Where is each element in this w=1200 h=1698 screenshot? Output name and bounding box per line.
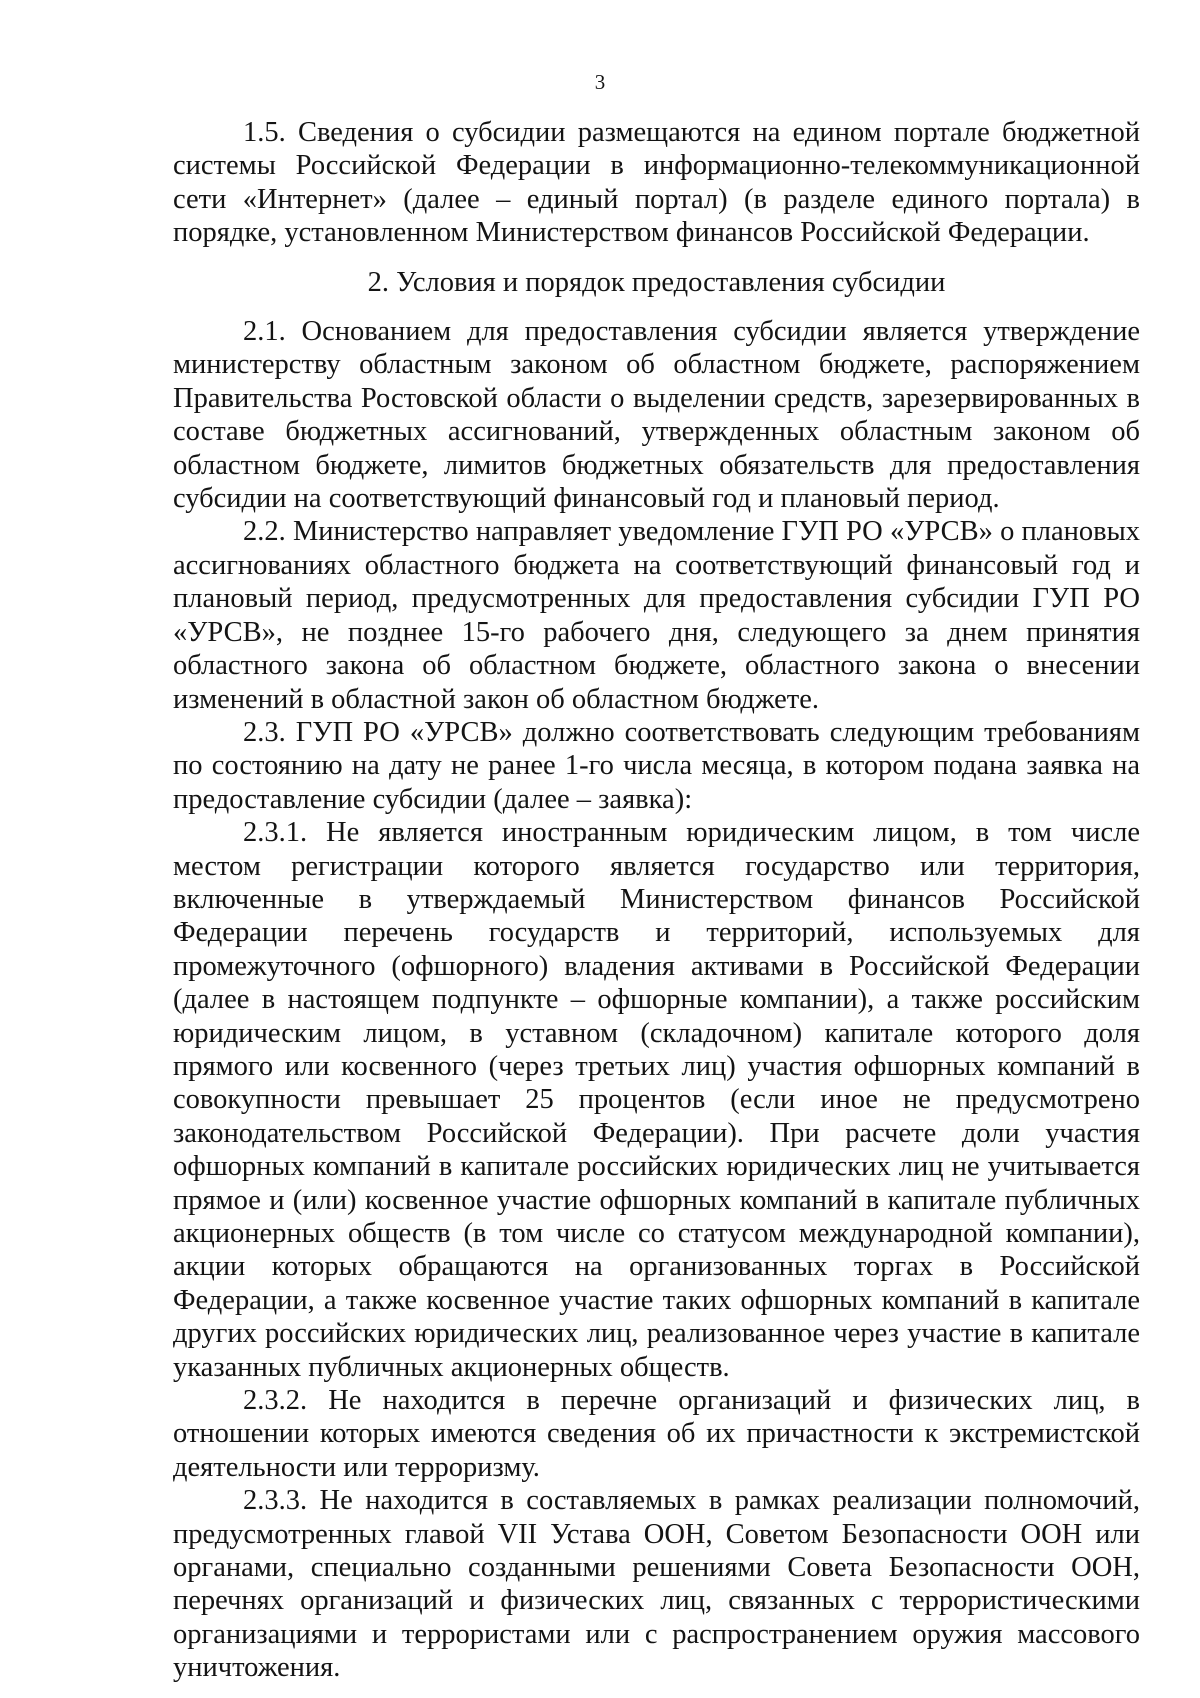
- paragraph-2-3-3: 2.3.3. Не находится в составляемых в рамках реализации полномочий, предусмотренных главой VII Устава ООН, Советом Безопасности ООН или органами, специально созданными решениями Совета Безопасности ООН, перечнях организаций и физических лиц, связанных с террористическими организациями и террористами или с распространением оружия массового уничтожения.: [173, 1485, 1140, 1684]
- document-body: [173, 116, 1140, 1685]
- paragraph-2-3-2: 2.3.2. Не находится в перечне организаций и физических лиц, в отношении которых имеются сведения об их причастности к экстремистской деятельности или терроризму.: [173, 1385, 1140, 1483]
- paragraph-2-2: 2.2. Министерство направляет уведомление ГУП РО «УРСВ» о плановых ассигнованиях областного бюджета на соответствующий финансовый год и плановый период, предусмотренных для предоставления субсидии ГУП РО «УРСВ», не позднее 15-го рабочего дня, следующего за днем принятия областного закона об областном бюджете, областного закона о внесении изменений в областной закон об областном бюджете.: [173, 516, 1140, 715]
- page-number: 3: [594, 70, 606, 94]
- section-heading: 2. Условия и порядок предоставления субсидии: [367, 266, 946, 298]
- paragraph-2-3: 2.3. ГУП РО «УРСВ» должно соответствовать следующим требованиям по состоянию на дату не ранее 1-го числа месяца, в котором подана заявка на предоставление субсидии (далее – заявка):: [173, 716, 1140, 815]
- paragraph-1-5: 1.5. Сведения о субсидии размещаются на едином портале бюджетной системы Российской Федерации в информационно-телекоммуникационной сети «Интернет» (далее – единый портал) (в разделе единого портала) в порядке, установленном Министерством финансов Российской Федерации.: [173, 117, 1140, 249]
- paragraph-2-3-1: 2.3.1. Не является иностранным юридическим лицом, в том числе местом регистрации которого является государство или территория, включенные в утверждаемый Министерством финансов Российской Федерации перечень государств и территорий, используемых для промежуточного (офшорного) владения активами в Российской Федерации (далее в настоящем подпункте – офшорные компании), а также российским юридическим лицом, в уставном (складочном) капитале которого доля прямого или косвенного (через третьих лиц) участия офшорных компаний в совокупности превышает 25 процентов (если иное не предусмотрено законодательством Российской Федерации). При расчете доли участия офшорных компаний в капитале российских юридических лиц не учитывается прямое и (или) косвенное участие офшорных компаний в капитале публичных акционерных обществ (в том числе со статусом международной компании), акции которых обращаются на организованных торгах в Российской Федерации, а также косвенное участие таких офшорных компаний в капитале других российских юридических лиц, реализованное через участие в капитале указанных публичных акционерных обществ.: [173, 817, 1140, 1383]
- paragraph-2-1: 2.1. Основанием для предоставления субсидии является утверждение министерству областным законом об областном бюджете, распоряжением Правительства Ростовской области о выделении средств, зарезервированных в составе бюджетных ассигнований, утвержденных областным законом об областном бюджете, лимитов бюджетных обязательств для предоставления субсидии на соответствующий финансовый год и плановый период.: [173, 316, 1140, 515]
